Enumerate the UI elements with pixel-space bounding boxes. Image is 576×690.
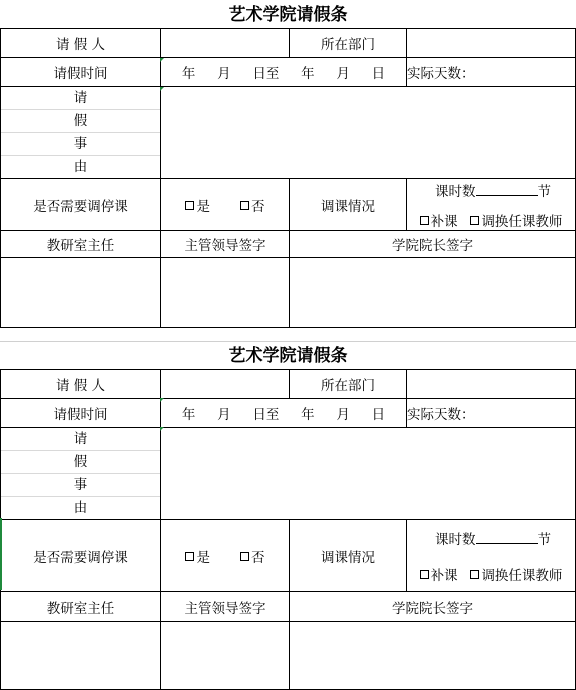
month-start-label: 月 — [217, 407, 231, 423]
day-to-label: 日至 — [252, 407, 280, 423]
department-field[interactable] — [407, 29, 576, 58]
year-end-label: 年 — [301, 66, 315, 82]
leader-signature-label: 主管领导签字 — [161, 231, 290, 258]
checkbox-icon — [240, 201, 249, 210]
actual-days-label: 实际天数： — [407, 66, 475, 82]
applicant-label: 请 假 人 — [1, 29, 161, 58]
applicant-field[interactable] — [161, 370, 290, 399]
adjust-details — [407, 179, 576, 231]
checkbox-icon — [420, 570, 429, 579]
dean-signature-label: 学院院长签字 — [290, 231, 576, 258]
reason-char: 事 — [1, 474, 160, 497]
director-label: 教研室主任 — [1, 231, 161, 258]
checkbox-icon — [470, 216, 479, 225]
cell-marker — [160, 58, 164, 62]
month-start-label: 月 — [217, 66, 231, 82]
dean-signature-label: 学院院长签字 — [290, 592, 576, 622]
row-selection-indicator — [0, 518, 2, 590]
yes-checkbox[interactable]: 是 — [185, 550, 210, 566]
hours-line: 课时数 节 — [435, 183, 551, 200]
hours-blank[interactable] — [476, 183, 538, 196]
actual-days-field[interactable] — [407, 58, 576, 87]
reason-label — [1, 87, 161, 179]
department-label: 所在部门 — [290, 370, 407, 399]
checkbox-icon — [185, 552, 194, 561]
checkbox-icon — [240, 552, 249, 561]
reason-char: 请 — [1, 87, 160, 110]
reason-char: 由 — [73, 159, 88, 175]
year-start-label: 年 — [181, 66, 196, 82]
year-start-label: 年 — [181, 407, 196, 423]
leave-date-range-field[interactable] — [161, 58, 407, 87]
reason-char: 请 — [1, 428, 160, 451]
actual-days-label: 实际天数： — [407, 407, 475, 423]
makeup-checkbox[interactable]: 补课 — [420, 568, 458, 584]
hours-blank[interactable] — [476, 531, 538, 544]
leader-signature-label: 主管领导签字 — [161, 592, 290, 622]
reason-char: 由 — [73, 500, 88, 516]
yes-no-options — [161, 179, 290, 231]
reason-field[interactable] — [161, 428, 576, 520]
day-end-label: 日 — [371, 66, 386, 82]
director-signature-field[interactable] — [1, 258, 161, 328]
adjust-details — [407, 520, 576, 592]
hours-line: 课时数 节 — [435, 531, 551, 548]
director-label: 教研室主任 — [1, 592, 161, 622]
leave-time-label: 请假时间 — [1, 399, 161, 428]
cell-marker — [160, 427, 164, 431]
form-title: 艺术学院请假条 — [228, 5, 348, 25]
dean-signature-field[interactable] — [290, 622, 576, 690]
adjust-status-label: 调课情况 — [290, 179, 407, 231]
department-label: 所在部门 — [290, 29, 407, 58]
director-signature-field[interactable] — [1, 622, 161, 690]
leave-form-table — [0, 28, 576, 328]
dean-signature-field[interactable] — [290, 258, 576, 328]
makeup-checkbox[interactable]: 补课 — [420, 214, 458, 230]
reason-char: 假 — [1, 451, 160, 474]
adjust-status-label: 调课情况 — [290, 520, 407, 592]
day-to-label: 日至 — [252, 66, 280, 82]
cell-marker — [160, 398, 164, 402]
day-end-label: 日 — [371, 407, 386, 423]
swap-teacher-checkbox[interactable]: 调换任课教师 — [470, 568, 562, 584]
cell-marker — [160, 87, 164, 91]
form-title: 艺术学院请假条 — [228, 346, 348, 366]
leave-time-label: 请假时间 — [1, 58, 161, 87]
no-checkbox[interactable]: 否 — [240, 550, 265, 566]
adjust-options — [407, 564, 575, 584]
applicant-field[interactable] — [161, 29, 290, 58]
department-field[interactable] — [407, 370, 576, 399]
actual-days-field[interactable] — [407, 399, 576, 428]
adjust-options — [407, 210, 575, 230]
yes-no-options — [161, 520, 290, 592]
month-end-label: 月 — [336, 407, 350, 423]
checkbox-icon — [185, 201, 194, 210]
reason-char: 假 — [1, 110, 160, 133]
leader-signature-field[interactable] — [161, 622, 290, 690]
leave-form-table — [0, 369, 576, 690]
checkbox-icon — [470, 570, 479, 579]
year-end-label: 年 — [301, 407, 315, 423]
month-end-label: 月 — [336, 66, 350, 82]
reason-label — [1, 428, 161, 520]
yes-checkbox[interactable]: 是 — [185, 199, 210, 215]
checkbox-icon — [420, 216, 429, 225]
swap-teacher-checkbox[interactable]: 调换任课教师 — [470, 214, 562, 230]
need-adjust-label: 是否需要调停课 — [1, 520, 161, 592]
no-checkbox[interactable]: 否 — [240, 199, 265, 215]
leader-signature-field[interactable] — [161, 258, 290, 328]
applicant-label: 请 假 人 — [1, 370, 161, 399]
reason-char: 事 — [1, 133, 160, 156]
leave-date-range-field[interactable] — [161, 399, 407, 428]
reason-field[interactable] — [161, 87, 576, 179]
need-adjust-label: 是否需要调停课 — [1, 179, 161, 231]
